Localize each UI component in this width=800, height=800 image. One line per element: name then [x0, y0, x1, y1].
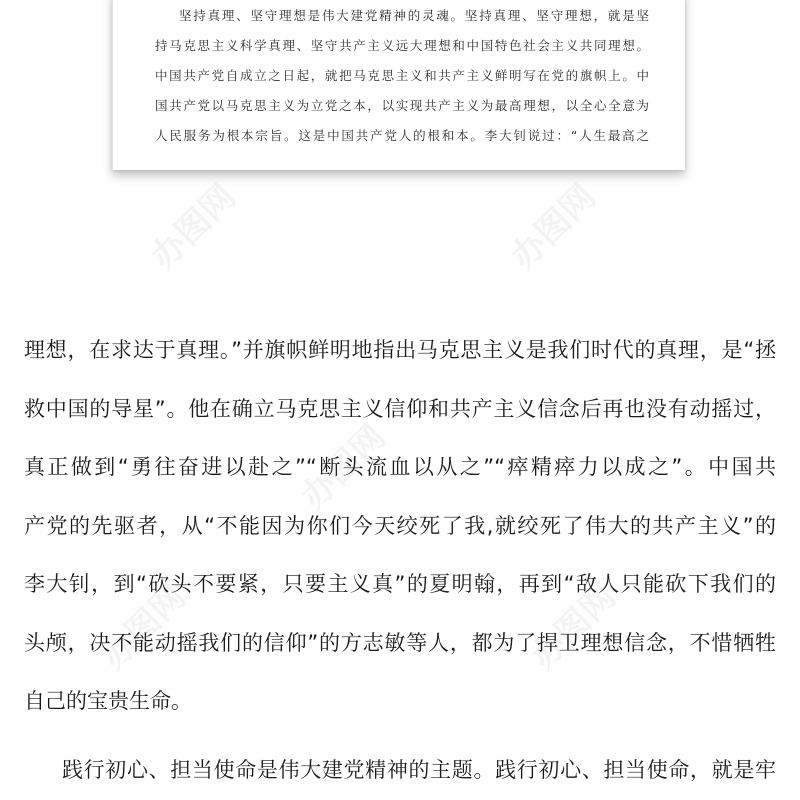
excerpt-line: 坚持真理、坚守理想是伟大建党精神的灵魂。坚持真理、坚守理想，就是坚 [179, 8, 649, 23]
body-line: 李大钊，到“砍头不要紧，只要主义真”的夏明翰，再到“敌人只能砍下我们的 [24, 572, 776, 596]
body-line: 救中国的导星”。他在确立马克思主义信仰和共产主义信念后再也没有动摇过， [24, 396, 776, 421]
watermark: 办图网 [293, 416, 394, 518]
paragraph [24, 321, 776, 731]
excerpt-line: 人民服务为根本宗旨。这是中国共产党人的根和本。李大钊说过：“人生最高之 [155, 128, 649, 143]
body-line: 真正做到“勇往奋进以赴之”“断头流血以从之”“瘁精瘁力以成之”。中国共 [24, 455, 776, 479]
body-line: 践行初心、担当使命是伟大建党精神的主题。践行初心、担当使命，就是牢 [62, 757, 776, 782]
excerpt-text [155, 1, 649, 151]
watermark: 办图网 [523, 576, 624, 678]
excerpt-line: 中国共产党自成立之日起，就把马克思主义和共产主义鲜明写在党的旗帜上。中 [155, 68, 649, 83]
watermark: 办图网 [143, 176, 244, 278]
watermark: 办图网 [93, 576, 194, 678]
body-line: 自己的宝贵生命。 [24, 689, 192, 713]
paragraph-spacer [24, 731, 776, 741]
excerpt-line: 国共产党以马克思主义为立党之本，以实现共产主义为最高理想，以全心全意为 [155, 98, 649, 113]
body-line: 头颅，决不能动摇我们的信仰”的方志敏等人，都为了捍卫理想信念，不惜牺牲 [24, 630, 776, 655]
document-body [24, 321, 776, 799]
body-line: 理想，在求达于真理。”并旗帜鲜明地指出马克思主义是我们时代的真理，是“拯 [24, 338, 776, 362]
excerpt-line: 持马克思主义科学真理、坚守共产主义远大理想和中国特色社会主义共同理想。 [155, 38, 649, 53]
watermark: 办图网 [503, 176, 604, 278]
body-line: 产党的先驱者，从“不能因为你们今天绞死了我,就绞死了伟大的共产主义”的 [24, 513, 776, 538]
paragraph [24, 741, 776, 800]
excerpt-card [112, 0, 685, 170]
